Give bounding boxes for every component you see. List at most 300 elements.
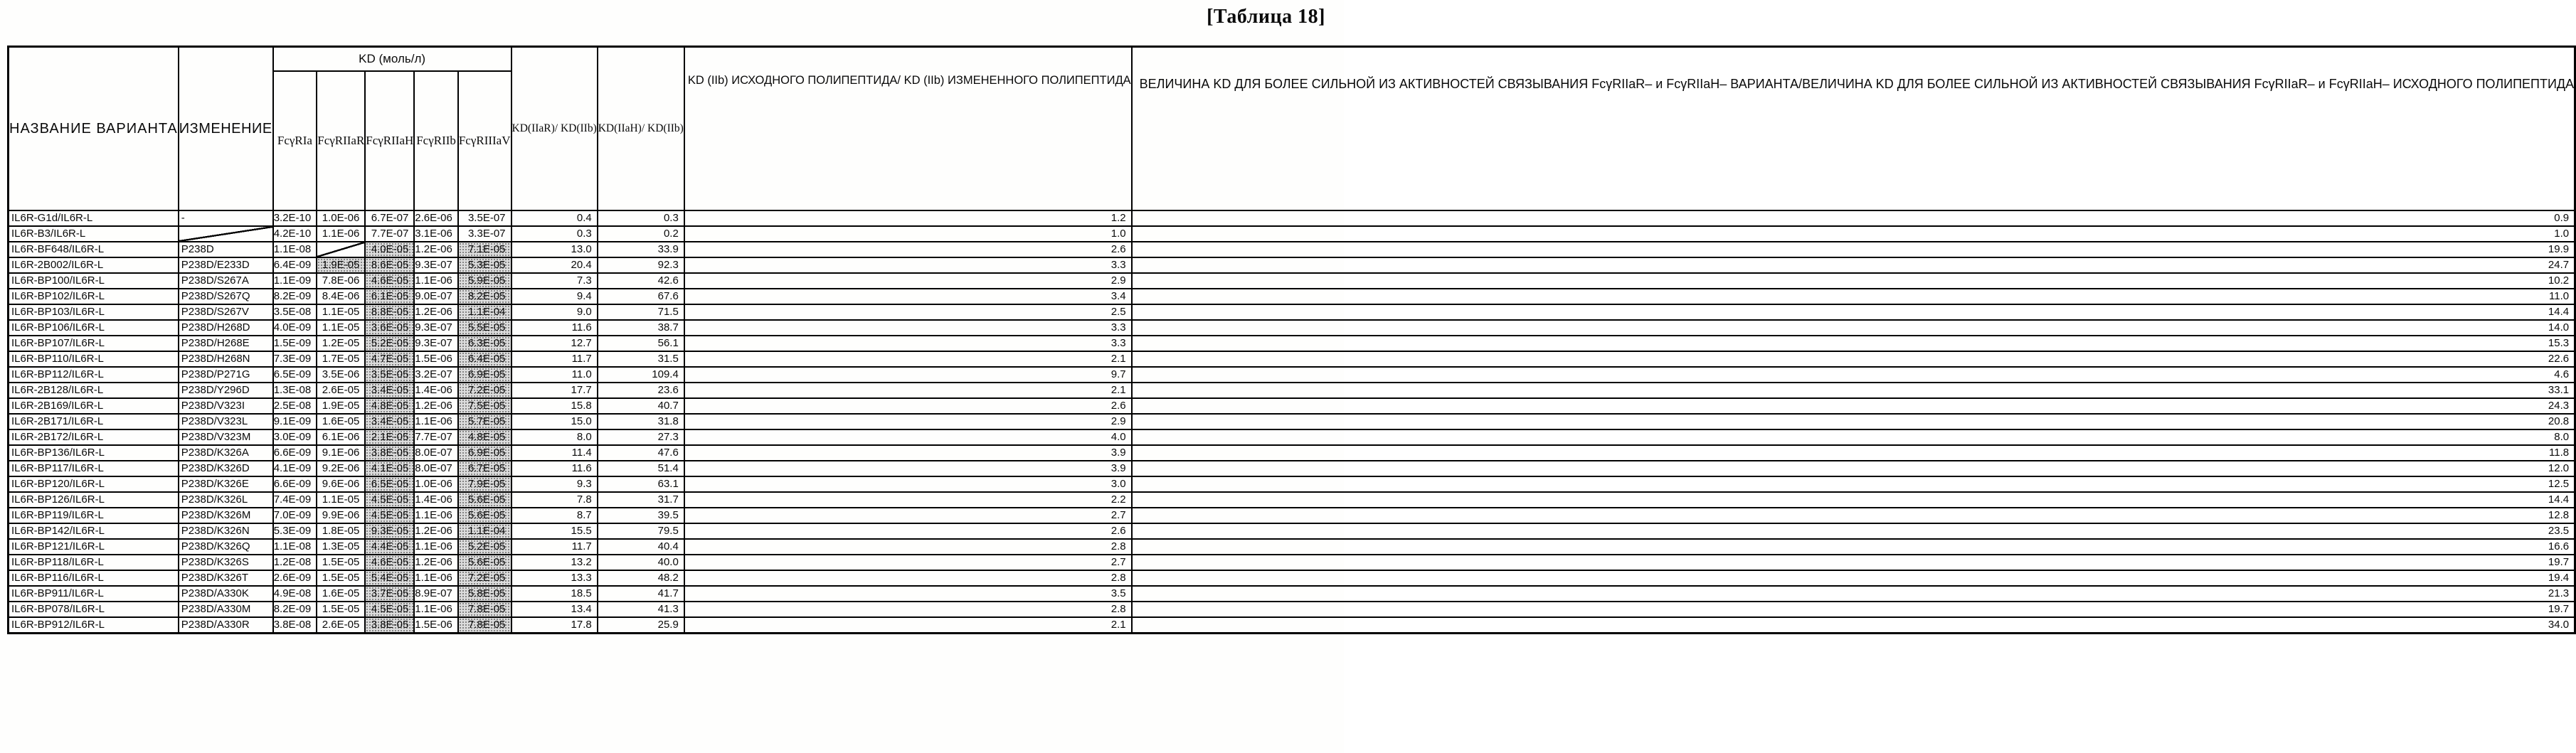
ratio-iiar-iib-cell: 8.7 [512,508,598,523]
change-cell: P238D/K326Q [179,539,273,555]
kd-fcgr1a-cell: 1.1E-08 [273,539,317,555]
strongest-kd-ratio-cell: 19.7 [1132,555,2575,570]
table-row [9,555,2575,570]
strongest-kd-ratio-cell: 19.9 [1132,242,2575,257]
kd-fcgr2ar-cell: 1.0E-06 [317,210,365,226]
parent-ratio-cell: 2.1 [684,383,1132,398]
col-header-kd-iiah-over-iib: KD(IIaH)/ KD(IIb) [598,47,684,211]
kd-fcgr2ar-cell: 1.1E-05 [317,320,365,336]
table-row [9,398,2575,414]
variant-name-cell: IL6R-BP112/IL6R-L [9,367,179,383]
kd-fcgr2b-cell: 1.2E-06 [414,555,458,570]
change-cell: P238D/K326T [179,570,273,586]
table-row [9,383,2575,398]
kd-fcgr2b-cell: 3.1E-06 [414,226,458,242]
kd-fcgr1a-cell: 3.8E-08 [273,617,317,634]
table-row [9,273,2575,289]
strongest-kd-ratio-cell: 11.8 [1132,445,2575,461]
ratio-iiar-iib-cell: 0.4 [512,210,598,226]
kd-fcgr2ah-cell: 8.8E-05 [365,304,414,320]
change-cell: P238D/K326L [179,492,273,508]
kd-fcgr1a-cell: 1.1E-09 [273,273,317,289]
kd-fcgr2b-cell: 1.4E-06 [414,383,458,398]
kd-fcgr1a-cell: 7.4E-09 [273,492,317,508]
kd-fcgr2ah-cell: 6.1E-05 [365,289,414,304]
table-row [9,429,2575,445]
parent-ratio-cell: 3.4 [684,289,1132,304]
kd-fcgr3av-cell: 7.2E-05 [458,383,512,398]
kd-fcgr1a-cell: 7.0E-09 [273,508,317,523]
ratio-iiah-iib-cell: 51.4 [598,461,684,476]
kd-fcgr2ah-cell: 3.8E-05 [365,445,414,461]
change-cell: P238D/K326A [179,445,273,461]
ratio-iiah-iib-cell: 31.8 [598,414,684,429]
change-cell: P238D/V323L [179,414,273,429]
variant-name-cell: IL6R-BP100/IL6R-L [9,273,179,289]
parent-ratio-cell: 2.7 [684,555,1132,570]
ratio-iiah-iib-cell: 92.3 [598,257,684,273]
header-row-group [9,47,2575,72]
ratio-iiar-iib-cell: 17.8 [512,617,598,634]
variant-name-cell: IL6R-BP136/IL6R-L [9,445,179,461]
ratio-iiah-iib-cell: 109.4 [598,367,684,383]
variant-name-cell: IL6R-BP102/IL6R-L [9,289,179,304]
table-row [9,289,2575,304]
col-header-fcgr1a: FcγRIa [273,71,317,210]
kd-fcgr2ar-cell: 1.2E-05 [317,336,365,351]
variant-name-cell: IL6R-BP120/IL6R-L [9,476,179,492]
table-row [9,304,2575,320]
ratio-iiah-iib-cell: 23.6 [598,383,684,398]
kd-fcgr1a-cell: 6.6E-09 [273,445,317,461]
strongest-kd-ratio-cell: 12.5 [1132,476,2575,492]
variant-name-cell: IL6R-2B128/IL6R-L [9,383,179,398]
parent-ratio-cell: 3.9 [684,445,1132,461]
kd-fcgr2ar-cell: 9.9E-06 [317,508,365,523]
kd-fcgr3av-cell: 5.6E-05 [458,492,512,508]
strongest-kd-ratio-cell: 12.8 [1132,508,2575,523]
ratio-iiar-iib-cell: 11.7 [512,351,598,367]
kd-table [7,46,2576,634]
variant-name-cell: IL6R-BP119/IL6R-L [9,508,179,523]
table-row [9,602,2575,617]
kd-fcgr2ar-cell: 2.6E-05 [317,617,365,634]
parent-ratio-cell: 2.6 [684,398,1132,414]
kd-fcgr2ah-cell: 7.7E-07 [365,226,414,242]
kd-fcgr1a-cell: 8.2E-09 [273,602,317,617]
ratio-iiah-iib-cell: 42.6 [598,273,684,289]
change-cell: P238D/S267Q [179,289,273,304]
kd-fcgr3av-cell: 6.9E-05 [458,367,512,383]
kd-fcgr3av-cell: 5.3E-05 [458,257,512,273]
table-caption: [Таблица 18] [1207,6,1325,28]
parent-ratio-cell: 2.6 [684,242,1132,257]
col-header-fcgr2ar: FcγRIIaR [317,71,365,210]
kd-fcgr3av-cell: 6.7E-05 [458,461,512,476]
kd-fcgr1a-cell: 6.5E-09 [273,367,317,383]
change-cell: P238D/S267A [179,273,273,289]
kd-fcgr2ah-cell: 3.5E-05 [365,367,414,383]
table-body [9,210,2575,634]
table-row [9,320,2575,336]
kd-fcgr2ah-cell: 3.6E-05 [365,320,414,336]
variant-name-cell: IL6R-2B172/IL6R-L [9,429,179,445]
kd-fcgr2b-cell: 8.9E-07 [414,586,458,602]
ratio-iiah-iib-cell: 39.5 [598,508,684,523]
kd-fcgr2b-cell: 1.1E-06 [414,539,458,555]
col-header-variant-name: НАЗВАНИЕ ВАРИАНТА [9,47,179,211]
table-header [9,47,2575,211]
kd-fcgr3av-cell: 3.3E-07 [458,226,512,242]
kd-fcgr3av-cell: 7.2E-05 [458,570,512,586]
ratio-iiah-iib-cell: 79.5 [598,523,684,539]
kd-fcgr3av-cell: 7.9E-05 [458,476,512,492]
change-cell: P238D/A330R [179,617,273,634]
parent-ratio-cell: 1.0 [684,226,1132,242]
table-row [9,414,2575,429]
ratio-iiar-iib-cell: 0.3 [512,226,598,242]
kd-fcgr2ar-cell: 9.2E-06 [317,461,365,476]
kd-fcgr2ar-cell: 6.1E-06 [317,429,365,445]
kd-fcgr2ar-cell: 1.7E-05 [317,351,365,367]
ratio-iiar-iib-cell: 9.3 [512,476,598,492]
ratio-iiar-iib-cell: 20.4 [512,257,598,273]
kd-fcgr1a-cell: 3.0E-09 [273,429,317,445]
strongest-kd-ratio-cell: 34.0 [1132,617,2575,634]
kd-fcgr2ah-cell: 3.8E-05 [365,617,414,634]
variant-name-cell: IL6R-BP126/IL6R-L [9,492,179,508]
kd-fcgr2b-cell: 2.6E-06 [414,210,458,226]
parent-ratio-cell: 2.8 [684,539,1132,555]
kd-fcgr3av-cell: 7.8E-05 [458,602,512,617]
table-row [9,445,2575,461]
kd-fcgr2b-cell: 8.0E-07 [414,461,458,476]
ratio-iiah-iib-cell: 27.3 [598,429,684,445]
kd-fcgr3av-cell: 6.4E-05 [458,351,512,367]
change-cell [179,226,273,242]
strongest-kd-ratio-cell: 1.0 [1132,226,2575,242]
table-row [9,351,2575,367]
kd-fcgr1a-cell: 5.3E-09 [273,523,317,539]
kd-fcgr2ar-cell: 1.9E-05 [317,398,365,414]
parent-ratio-cell: 2.9 [684,414,1132,429]
variant-name-cell: IL6R-BP142/IL6R-L [9,523,179,539]
table-row [9,257,2575,273]
variant-name-cell: IL6R-BP118/IL6R-L [9,555,179,570]
kd-fcgr1a-cell: 6.6E-09 [273,476,317,492]
kd-fcgr1a-cell: 4.9E-08 [273,586,317,602]
col-header-parent-polypeptide-ratio: KD (IIb) ИСХОДНОГО ПОЛИПЕПТИДА/ KD (IIb) ИЗМЕНЕННОГО ПОЛИПЕПТИДА [684,47,1132,211]
kd-fcgr2ar-cell: 1.5E-05 [317,570,365,586]
kd-fcgr2ar-cell: 1.6E-05 [317,586,365,602]
ratio-iiar-iib-cell: 15.5 [512,523,598,539]
ratio-iiah-iib-cell: 31.7 [598,492,684,508]
kd-fcgr2b-cell: 1.4E-06 [414,492,458,508]
kd-fcgr1a-cell: 4.0E-09 [273,320,317,336]
col-header-fcgr2ah: FcγRIIaH [365,71,414,210]
kd-fcgr2ar-cell: 1.5E-05 [317,555,365,570]
kd-fcgr2ah-cell: 3.4E-05 [365,383,414,398]
col-header-change: ИЗМЕНЕНИЕ [179,47,273,211]
kd-fcgr2ah-cell: 3.4E-05 [365,414,414,429]
kd-fcgr3av-cell: 6.9E-05 [458,445,512,461]
kd-fcgr3av-cell: 4.8E-05 [458,429,512,445]
col-header-kd-iiar-over-iib: KD(IIaR)/ KD(IIb) [512,47,598,211]
strongest-kd-ratio-cell: 19.4 [1132,570,2575,586]
kd-fcgr2b-cell: 7.7E-07 [414,429,458,445]
ratio-iiah-iib-cell: 33.9 [598,242,684,257]
strongest-kd-ratio-cell: 10.2 [1132,273,2575,289]
ratio-iiar-iib-cell: 15.0 [512,414,598,429]
strongest-kd-ratio-cell: 14.4 [1132,304,2575,320]
change-cell: P238D/A330M [179,602,273,617]
strongest-kd-ratio-cell: 22.6 [1132,351,2575,367]
change-cell: P238D/V323M [179,429,273,445]
table-row [9,210,2575,226]
kd-fcgr3av-cell: 5.6E-05 [458,508,512,523]
kd-fcgr3av-cell: 5.2E-05 [458,539,512,555]
ratio-iiah-iib-cell: 56.1 [598,336,684,351]
parent-ratio-cell: 2.7 [684,508,1132,523]
table-row [9,476,2575,492]
table-row [9,336,2575,351]
strongest-kd-ratio-cell: 0.9 [1132,210,2575,226]
variant-name-cell: IL6R-BP121/IL6R-L [9,539,179,555]
kd-fcgr2ar-cell: 1.1E-05 [317,492,365,508]
ratio-iiah-iib-cell: 40.4 [598,539,684,555]
kd-fcgr1a-cell: 4.1E-09 [273,461,317,476]
change-cell: P238D/H268D [179,320,273,336]
strongest-kd-ratio-cell: 23.5 [1132,523,2575,539]
parent-ratio-cell: 4.0 [684,429,1132,445]
variant-name-cell: IL6R-BP107/IL6R-L [9,336,179,351]
change-cell: P238D/K326S [179,555,273,570]
kd-fcgr3av-cell: 5.8E-05 [458,586,512,602]
variant-name-cell: IL6R-BP116/IL6R-L [9,570,179,586]
kd-fcgr1a-cell: 1.5E-09 [273,336,317,351]
ratio-iiar-iib-cell: 11.6 [512,320,598,336]
kd-fcgr2ah-cell: 9.3E-05 [365,523,414,539]
kd-fcgr2ah-cell: 6.5E-05 [365,476,414,492]
kd-fcgr2b-cell: 1.2E-06 [414,304,458,320]
kd-fcgr2ah-cell: 4.7E-05 [365,351,414,367]
kd-fcgr3av-cell: 6.3E-05 [458,336,512,351]
ratio-iiar-iib-cell: 11.4 [512,445,598,461]
parent-ratio-cell: 2.1 [684,351,1132,367]
table-row [9,367,2575,383]
kd-fcgr2b-cell: 3.2E-07 [414,367,458,383]
parent-ratio-cell: 3.3 [684,257,1132,273]
kd-fcgr1a-cell: 8.2E-09 [273,289,317,304]
kd-fcgr3av-cell: 7.1E-05 [458,242,512,257]
kd-fcgr2b-cell: 1.1E-06 [414,602,458,617]
parent-ratio-cell: 2.8 [684,570,1132,586]
strongest-kd-ratio-cell: 20.8 [1132,414,2575,429]
kd-fcgr2ah-cell: 4.6E-05 [365,273,414,289]
ratio-iiah-iib-cell: 0.2 [598,226,684,242]
variant-name-cell: IL6R-BP106/IL6R-L [9,320,179,336]
kd-fcgr2ar-cell: 1.9E-05 [317,257,365,273]
kd-fcgr2ar-cell: 9.6E-06 [317,476,365,492]
strongest-kd-ratio-cell: 14.4 [1132,492,2575,508]
ratio-iiar-iib-cell: 13.3 [512,570,598,586]
change-cell: P238D/A330K [179,586,273,602]
table-row [9,461,2575,476]
kd-fcgr1a-cell: 2.6E-09 [273,570,317,586]
kd-fcgr1a-cell: 1.3E-08 [273,383,317,398]
ratio-iiar-iib-cell: 12.7 [512,336,598,351]
parent-ratio-cell: 2.5 [684,304,1132,320]
kd-fcgr3av-cell: 7.5E-05 [458,398,512,414]
kd-fcgr2ah-cell: 4.5E-05 [365,508,414,523]
kd-fcgr1a-cell: 1.2E-08 [273,555,317,570]
kd-fcgr2ar-cell: 3.5E-06 [317,367,365,383]
ratio-iiah-iib-cell: 0.3 [598,210,684,226]
kd-fcgr1a-cell: 3.5E-08 [273,304,317,320]
ratio-iiah-iib-cell: 41.7 [598,586,684,602]
kd-fcgr2ah-cell: 5.2E-05 [365,336,414,351]
table-row [9,539,2575,555]
strongest-kd-ratio-cell: 11.0 [1132,289,2575,304]
kd-fcgr2b-cell: 1.5E-06 [414,351,458,367]
kd-fcgr3av-cell: 1.1E-04 [458,523,512,539]
ratio-iiah-iib-cell: 25.9 [598,617,684,634]
kd-fcgr2b-cell: 1.5E-06 [414,617,458,634]
kd-fcgr2ar-cell: 1.1E-05 [317,304,365,320]
kd-fcgr1a-cell: 3.2E-10 [273,210,317,226]
strongest-kd-ratio-cell: 24.7 [1132,257,2575,273]
kd-fcgr2b-cell: 1.2E-06 [414,242,458,257]
kd-fcgr3av-cell: 5.5E-05 [458,320,512,336]
kd-fcgr3av-cell: 5.6E-05 [458,555,512,570]
kd-fcgr2ar-cell: 1.1E-06 [317,226,365,242]
kd-fcgr1a-cell: 2.5E-08 [273,398,317,414]
variant-name-cell: IL6R-2B002/IL6R-L [9,257,179,273]
table-row [9,523,2575,539]
kd-fcgr2ah-cell: 3.7E-05 [365,586,414,602]
ratio-iiar-iib-cell: 9.4 [512,289,598,304]
change-cell: P238D/K326E [179,476,273,492]
change-cell: P238D/Y296D [179,383,273,398]
kd-fcgr2b-cell: 1.1E-06 [414,570,458,586]
change-cell: P238D/H268N [179,351,273,367]
kd-fcgr2b-cell: 9.0E-07 [414,289,458,304]
change-cell: P238D/K326M [179,508,273,523]
parent-ratio-cell: 1.2 [684,210,1132,226]
ratio-iiah-iib-cell: 67.6 [598,289,684,304]
kd-fcgr2b-cell: 1.0E-06 [414,476,458,492]
variant-name-cell: IL6R-BP103/IL6R-L [9,304,179,320]
table-row [9,508,2575,523]
change-cell: P238D/S267V [179,304,273,320]
ratio-iiar-iib-cell: 13.2 [512,555,598,570]
strongest-kd-ratio-cell: 14.0 [1132,320,2575,336]
ratio-iiah-iib-cell: 48.2 [598,570,684,586]
ratio-iiah-iib-cell: 41.3 [598,602,684,617]
kd-fcgr3av-cell: 3.5E-07 [458,210,512,226]
ratio-iiah-iib-cell: 31.5 [598,351,684,367]
table-row [9,570,2575,586]
kd-fcgr2ah-cell: 5.4E-05 [365,570,414,586]
ratio-iiah-iib-cell: 71.5 [598,304,684,320]
parent-ratio-cell: 2.2 [684,492,1132,508]
kd-fcgr2b-cell: 1.2E-06 [414,398,458,414]
variant-name-cell: IL6R-BP078/IL6R-L [9,602,179,617]
variant-name-cell: IL6R-BF648/IL6R-L [9,242,179,257]
strongest-kd-ratio-cell: 16.6 [1132,539,2575,555]
change-cell: - [179,210,273,226]
variant-name-cell: IL6R-B3/IL6R-L [9,226,179,242]
kd-fcgr2ar-cell [317,242,365,257]
col-header-strongest-binding-kd-ratio: ВЕЛИЧИНА KD ДЛЯ БОЛЕЕ СИЛЬНОЙ ИЗ АКТИВНОСТЕЙ СВЯЗЫВАНИЯ FcγRIIaR– и FcγRIIaH– ВАРИАНТА/ВЕЛИЧИНА KD ДЛЯ БОЛЕЕ СИЛЬНОЙ ИЗ АКТИВНОСТЕЙ СВЯЗЫВАНИЯ FcγRIIaR– и FcγRIIaH– ИСХОДНОГО ПОЛИПЕПТИДА [1132,47,2575,211]
kd-fcgr2ar-cell: 1.5E-05 [317,602,365,617]
table-row [9,617,2575,634]
ratio-iiar-iib-cell: 13.0 [512,242,598,257]
kd-fcgr2ah-cell: 4.4E-05 [365,539,414,555]
kd-fcgr3av-cell: 5.7E-05 [458,414,512,429]
strongest-kd-ratio-cell: 24.3 [1132,398,2575,414]
table-row [9,226,2575,242]
strongest-kd-ratio-cell: 8.0 [1132,429,2575,445]
kd-fcgr2ah-cell: 4.5E-05 [365,602,414,617]
ratio-iiar-iib-cell: 17.7 [512,383,598,398]
kd-fcgr2ar-cell: 9.1E-06 [317,445,365,461]
kd-fcgr2b-cell: 1.1E-06 [414,273,458,289]
col-header-kd-group: KD (моль/л) [273,47,512,72]
kd-fcgr2ah-cell: 4.1E-05 [365,461,414,476]
variant-name-cell: IL6R-BP117/IL6R-L [9,461,179,476]
change-cell: P238D [179,242,273,257]
kd-fcgr2b-cell: 1.2E-06 [414,523,458,539]
strongest-kd-ratio-cell: 4.6 [1132,367,2575,383]
variant-name-cell: IL6R-G1d/IL6R-L [9,210,179,226]
kd-fcgr2b-cell: 9.3E-07 [414,320,458,336]
change-cell: P238D/K326D [179,461,273,476]
parent-ratio-cell: 3.0 [684,476,1132,492]
parent-ratio-cell: 3.9 [684,461,1132,476]
change-cell: P238D/H268E [179,336,273,351]
strongest-kd-ratio-cell: 19.7 [1132,602,2575,617]
strongest-kd-ratio-cell: 15.3 [1132,336,2575,351]
kd-fcgr1a-cell: 9.1E-09 [273,414,317,429]
parent-ratio-cell: 2.8 [684,602,1132,617]
kd-fcgr3av-cell: 7.8E-05 [458,617,512,634]
kd-fcgr2ah-cell: 4.5E-05 [365,492,414,508]
col-header-fcgr3av: FcγRIIIaV [458,71,512,210]
kd-fcgr2b-cell: 9.3E-07 [414,257,458,273]
variant-name-cell: IL6R-BP911/IL6R-L [9,586,179,602]
change-cell: P238D/E233D [179,257,273,273]
ratio-iiar-iib-cell: 7.8 [512,492,598,508]
ratio-iiar-iib-cell: 7.3 [512,273,598,289]
ratio-iiah-iib-cell: 40.0 [598,555,684,570]
table-row [9,492,2575,508]
parent-ratio-cell: 3.3 [684,320,1132,336]
change-cell: P238D/P271G [179,367,273,383]
variant-name-cell: IL6R-BP912/IL6R-L [9,617,179,634]
kd-fcgr2ar-cell: 1.8E-05 [317,523,365,539]
kd-fcgr2ah-cell: 2.1E-05 [365,429,414,445]
parent-ratio-cell: 2.6 [684,523,1132,539]
parent-ratio-cell: 3.5 [684,586,1132,602]
kd-fcgr1a-cell: 7.3E-09 [273,351,317,367]
strongest-kd-ratio-cell: 33.1 [1132,383,2575,398]
ratio-iiar-iib-cell: 13.4 [512,602,598,617]
ratio-iiar-iib-cell: 11.0 [512,367,598,383]
change-cell: P238D/K326N [179,523,273,539]
ratio-iiar-iib-cell: 18.5 [512,586,598,602]
strongest-kd-ratio-cell: 12.0 [1132,461,2575,476]
